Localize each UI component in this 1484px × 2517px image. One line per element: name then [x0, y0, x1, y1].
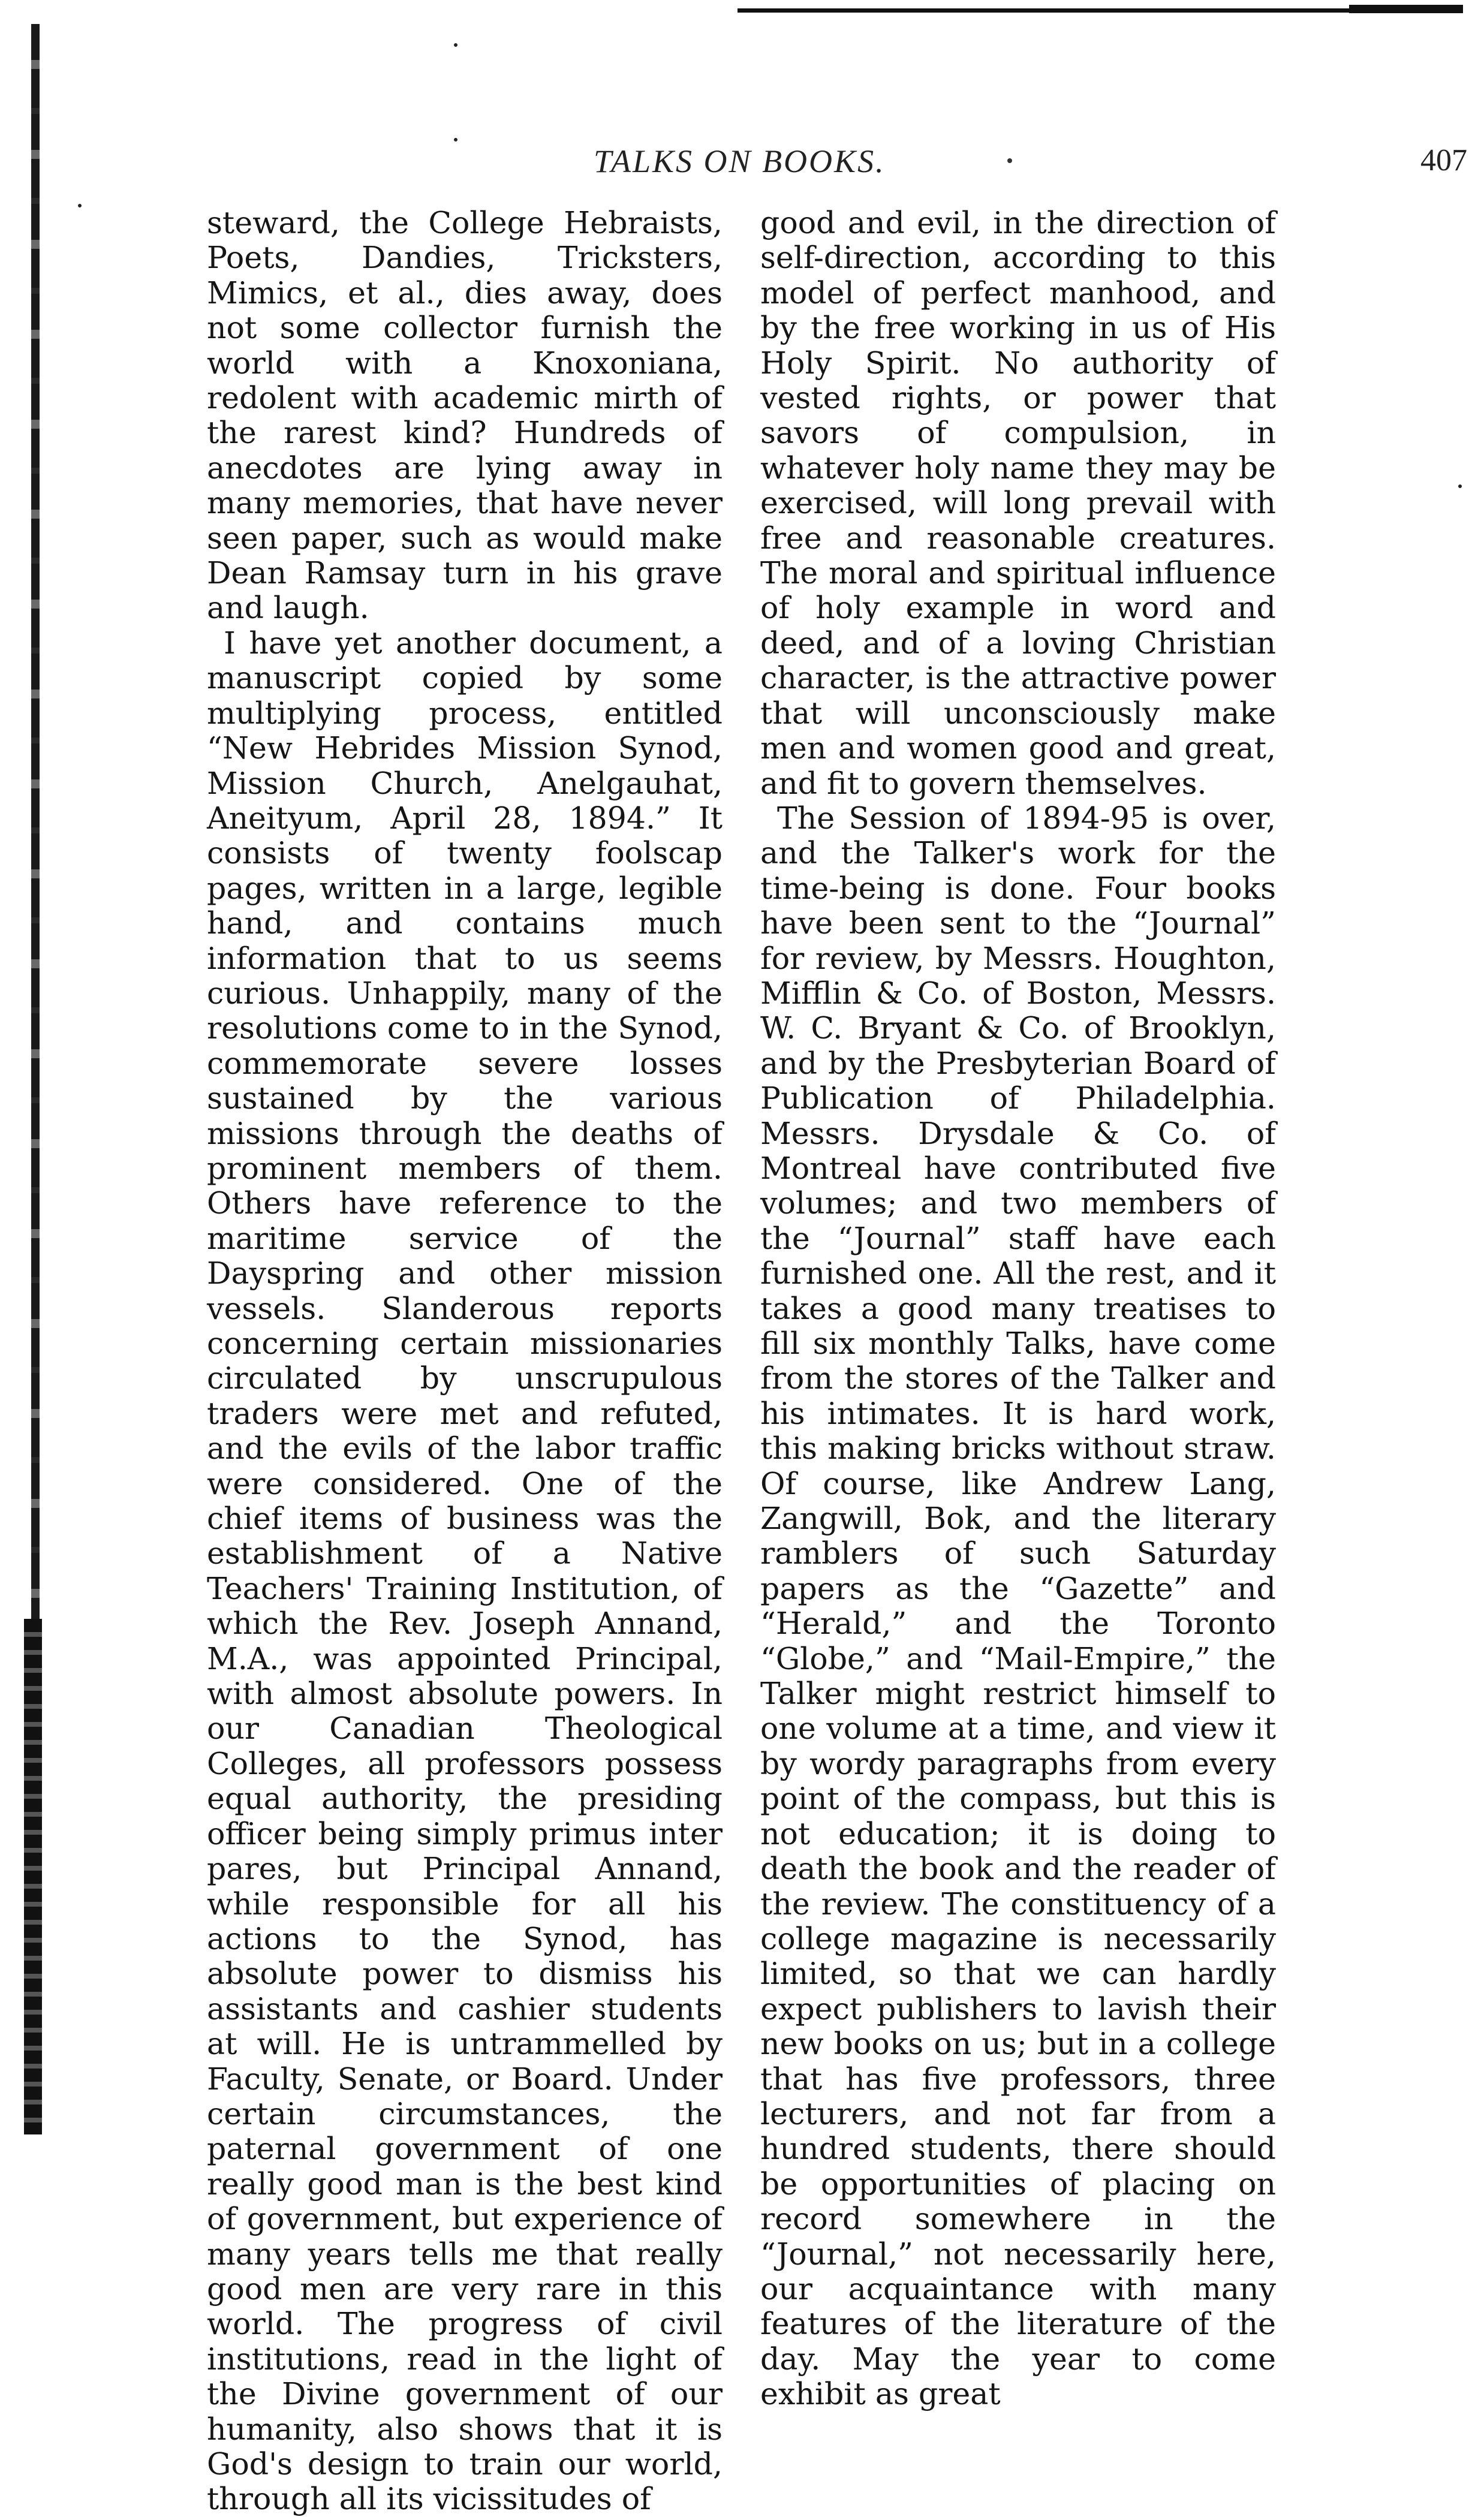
- top-rule-thick: [1349, 5, 1463, 13]
- paragraph: I have yet another document, a manuscript copied by some multiplying process, entitled “New Hebrides Mission Synod, Mission Church, Anelgauhat, Aneityum, April 28, 1894.” It consists of twenty foolscap pages, written in a large, legible hand, and contains much information that to us seems curious. Unhappily, many of the resolutions come to in the Synod, commemorate severe losses sustained by the various missions through the deaths of prominent members of them. Others have reference to the maritime service of the Dayspring and other mission vessels. Slanderous reports concerning certain missionaries circulated by unscrupulous traders were met and refuted, and the evils of the labor traffic were considered. One of the chief items of business was the establishment of a Native Teachers' Training Institution, of which the Rev. Joseph Annand, M.A., was appointed Principal, with almost absolute powers. In our Canadian Theological Colleges, all professors possess equal authority, the presiding officer being simply primus inter pares, but Principal Annand, while responsible for all his actions to the Synod, has absolute power to dismiss his assistants and cashier students at will. He is untrammelled by Faculty, Senate, or Board. Under certain circumstances, the paternal government of one really good man is the best kind of government, but experience of many years tells me that really good men are very rare in this world. The progress of civil institutions, read in the light of the Divine government of our humanity, also shows that it is God's design to train our world, through all its vicissitudes of: [207, 625, 723, 2517]
- ink-speck: [78, 204, 82, 207]
- left-column: [207, 206, 723, 2517]
- paragraph: The Session of 1894-95 is over, and the Talker's work for the time-being is done. Four books have been sent to the “Journal” for review, by Messrs. Houghton, Mifflin & Co. of Boston, Messrs. W. C. Bryant & Co. of Brooklyn, and by the Presbyterian Board of Publication of Philadelphia. Messrs. Drysdale & Co. of Montreal have contributed five volumes; and two members of the “Journal” staff have each furnished one. All the rest, and it takes a good many treatises to fill six monthly Talks, have come from the stores of the Talker and his intimates. It is hard work, this making bricks without straw. Of course, like Andrew Lang, Zangwill, Bok, and the literary ramblers of such Saturday papers as the “Gazette” and “Herald,” and the Toronto “Globe,” and “Mail-Empire,” the Talker might restrict himself to one volume at a time, and view it by wordy paragraphs from every point of the compass, but this is not education; it is doing to death the book and the reader of the review. The constituency of a college magazine is necessarily limited, so that we can hardly expect publishers to lavish their new books on us; but in a college that has five professors, three lecturers, and not far from a hundred students, there should be opportunities of placing on record somewhere in the “Journal,” not necessarily here, our acquaintance with many features of the literature of the day. May the year to come exhibit as great: [760, 800, 1276, 2412]
- page-header: [204, 143, 1472, 185]
- right-column: [760, 206, 1276, 2412]
- paragraph: good and evil, in the direction of self-direction, according to this model of perfect manhood, and by the free working in us of His Holy Spirit. No authority of vested rights, or power that savors of compulsion, in whatever holy name they may be exercised, will long prevail with free and reasonable creatures. The moral and spiritual influence of holy example in word and deed, and of a loving Christian character, is the attractive power that will unconsciously make men and women good and great, and fit to govern themselves.: [760, 205, 1276, 801]
- page-number: 407: [1420, 143, 1467, 177]
- ink-speck: [454, 43, 457, 47]
- header-dot: [1007, 158, 1012, 163]
- ink-speck: [1458, 484, 1462, 488]
- paragraph: steward, the College Hebraists, Poets, Dandies, Tricksters, Mimics, et al., dies away, does not some collector furnish the world with a Knoxoniana, redolent with academic mirth of the rarest kind? Hundreds of anecdotes are lying away in many memories, that have never seen paper, such as would make Dean Ramsay turn in his grave and laugh.: [207, 205, 723, 626]
- ink-speck: [454, 138, 457, 141]
- running-head: TALKS ON BOOKS.: [594, 143, 886, 179]
- page-binding-shadow: [24, 1619, 42, 2134]
